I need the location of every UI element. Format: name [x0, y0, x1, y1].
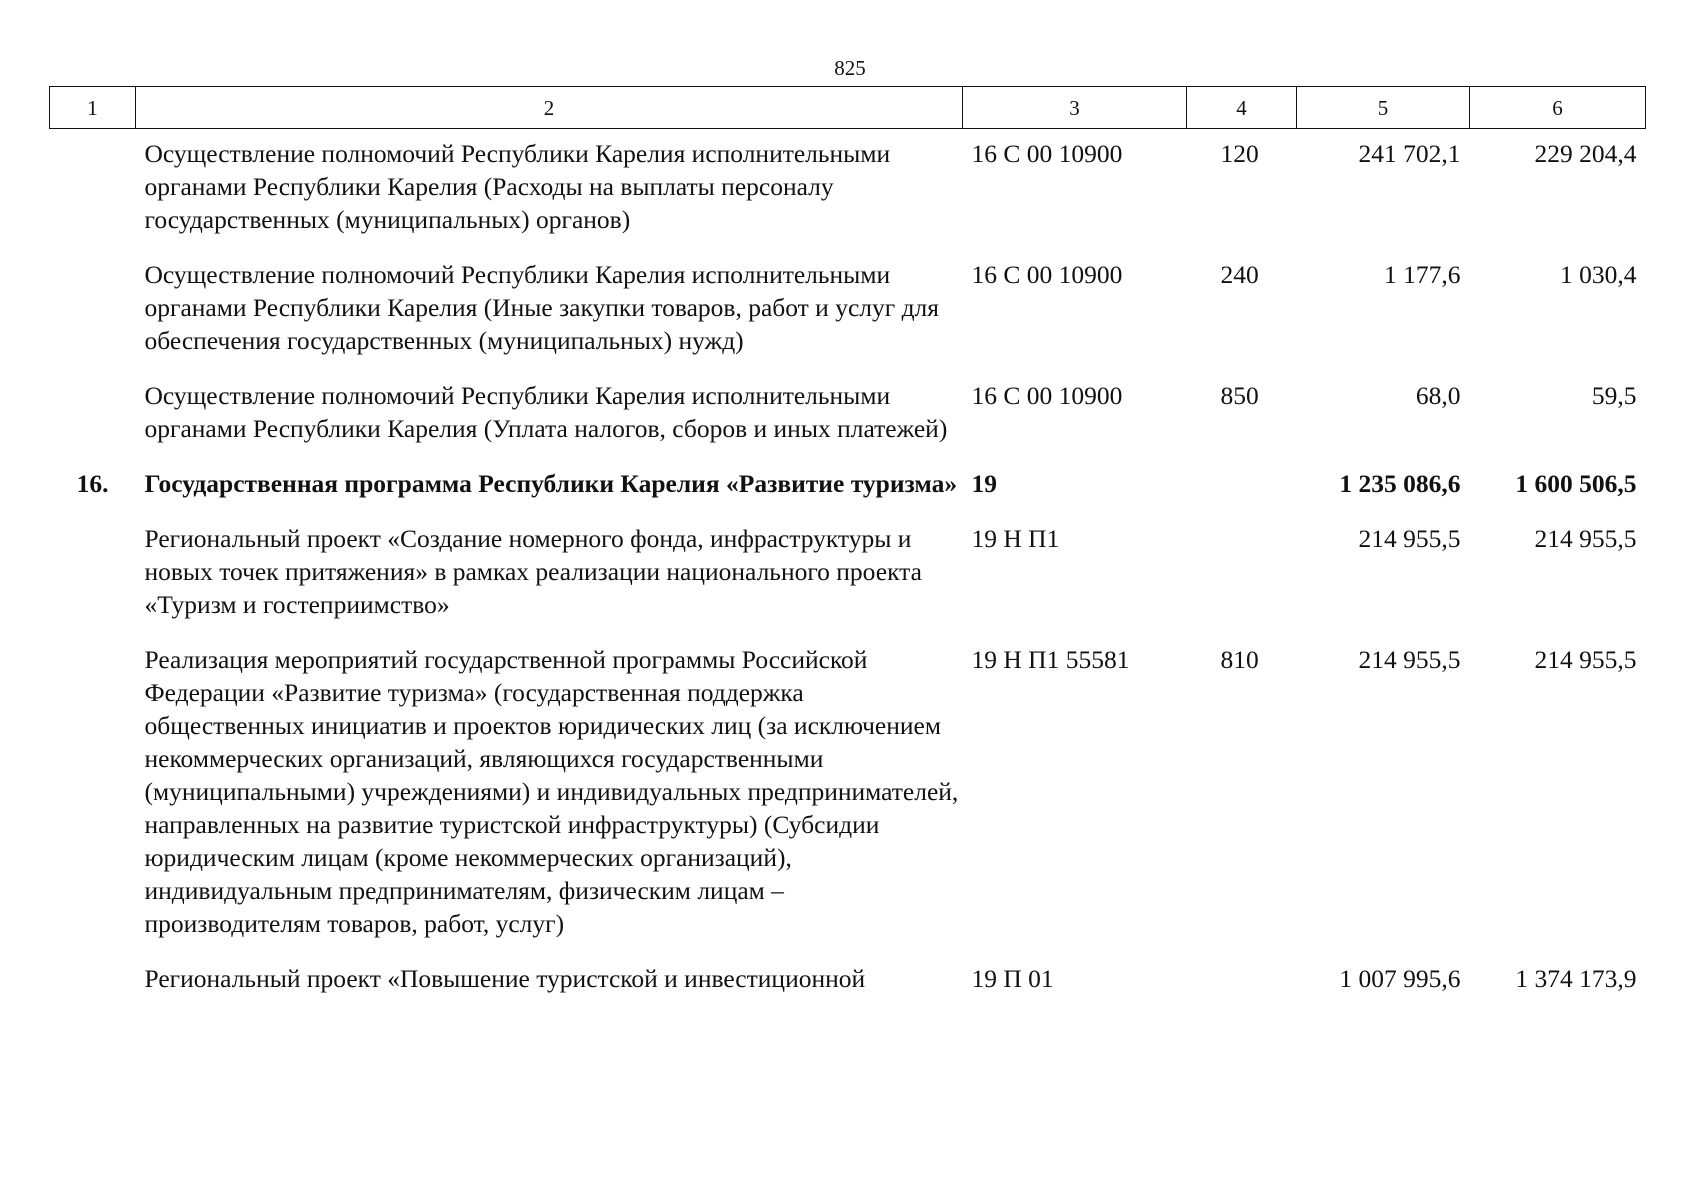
row-amount-2: 214 955,5	[1534, 524, 1637, 553]
row-target-code: 19 Н П1 55581	[971, 645, 1130, 674]
row-name: Осуществление полномочий Республики Карелия исполнительными органами Республики Карелия (Расходы на выплаты персоналу государственных (муниципальных) органов)	[144, 139, 891, 234]
row-name: Государственная программа Республики Карелия «Развитие туризма»	[144, 469, 958, 498]
row-amount-2: 1 030,4	[1560, 260, 1637, 289]
row-amount-2: 214 955,5	[1534, 645, 1637, 674]
row-amount-1: 214 955,5	[1358, 645, 1461, 674]
table-row	[50, 954, 1646, 995]
row-amount-2: 59,5	[1591, 381, 1637, 410]
table-row	[50, 250, 1646, 371]
row-name: Реализация мероприятий государственной программы Российской Федерации «Развитие туризма» (государственная поддержка общественных инициатив и проектов юридических лиц (за исключением некоммерческих организаций, являющихся государственными (муниципальными) учреждениями) и индивидуальных предпринимателей, направленных на развитие туристской инфраструктуры) (Субсидии юридическим лицам (кроме некоммерческих организаций), индивидуальным предпринимателям, физическим лицам – производителям товаров, работ, услуг)	[144, 645, 959, 938]
row-expense-type	[1187, 514, 1297, 635]
row-target-code: 16 С 00 10900	[971, 139, 1123, 168]
column-header: 4	[1187, 87, 1297, 129]
program-row	[50, 459, 1646, 514]
table-row	[50, 371, 1646, 459]
column-header: 6	[1470, 87, 1646, 129]
row-number	[50, 129, 136, 251]
row-amount-1: 1 007 995,6	[1339, 964, 1461, 993]
row-number: 16.	[76, 469, 109, 498]
row-expense-type: 240	[1220, 260, 1259, 289]
row-name: Региональный проект «Создание номерного фонда, инфраструктуры и новых точек притяжения» в рамках реализации национального проекта «Туризм и гостеприимство»	[144, 524, 922, 619]
table-row	[50, 129, 1646, 251]
row-number	[50, 250, 136, 371]
row-expense-type: 850	[1220, 381, 1259, 410]
row-target-code: 16 С 00 10900	[971, 381, 1123, 410]
row-expense-type: 810	[1220, 645, 1259, 674]
table-row	[50, 514, 1646, 635]
row-number	[50, 954, 136, 995]
row-number	[50, 635, 136, 954]
row-expense-type: 120	[1220, 139, 1259, 168]
row-target-code: 16 С 00 10900	[971, 260, 1123, 289]
row-amount-1: 1 235 086,6	[1339, 469, 1461, 498]
table-row	[50, 635, 1646, 954]
row-name: Осуществление полномочий Республики Карелия исполнительными органами Республики Карелия (Иные закупки товаров, работ и услуг для обеспечения государственных (муниципальных) нужд)	[144, 260, 940, 355]
row-number	[50, 371, 136, 459]
row-amount-1: 68,0	[1415, 381, 1461, 410]
column-header: 3	[963, 87, 1187, 129]
row-amount-2: 229 204,4	[1534, 139, 1637, 168]
row-expense-type	[1187, 954, 1297, 995]
row-name: Региональный проект «Повышение туристской и инвестиционной	[144, 964, 866, 993]
budget-table	[49, 86, 1646, 995]
row-target-code: 19 П 01	[971, 964, 1054, 993]
row-name: Осуществление полномочий Республики Карелия исполнительными органами Республики Карелия (Уплата налогов, сборов и иных платежей)	[144, 381, 948, 443]
table-header-row	[50, 87, 1646, 129]
row-target-code: 19	[971, 469, 997, 498]
page-number: 825	[834, 56, 866, 80]
column-header: 2	[136, 87, 963, 129]
column-header: 1	[50, 87, 136, 129]
row-target-code: 19 Н П1	[971, 524, 1060, 553]
column-header: 5	[1297, 87, 1470, 129]
row-amount-1: 1 177,6	[1384, 260, 1461, 289]
row-amount-1: 214 955,5	[1358, 524, 1461, 553]
row-amount-2: 1 374 173,9	[1515, 964, 1637, 993]
row-amount-2: 1 600 506,5	[1515, 469, 1637, 498]
row-expense-type	[1187, 459, 1297, 514]
row-number	[50, 514, 136, 635]
row-amount-1: 241 702,1	[1358, 139, 1461, 168]
